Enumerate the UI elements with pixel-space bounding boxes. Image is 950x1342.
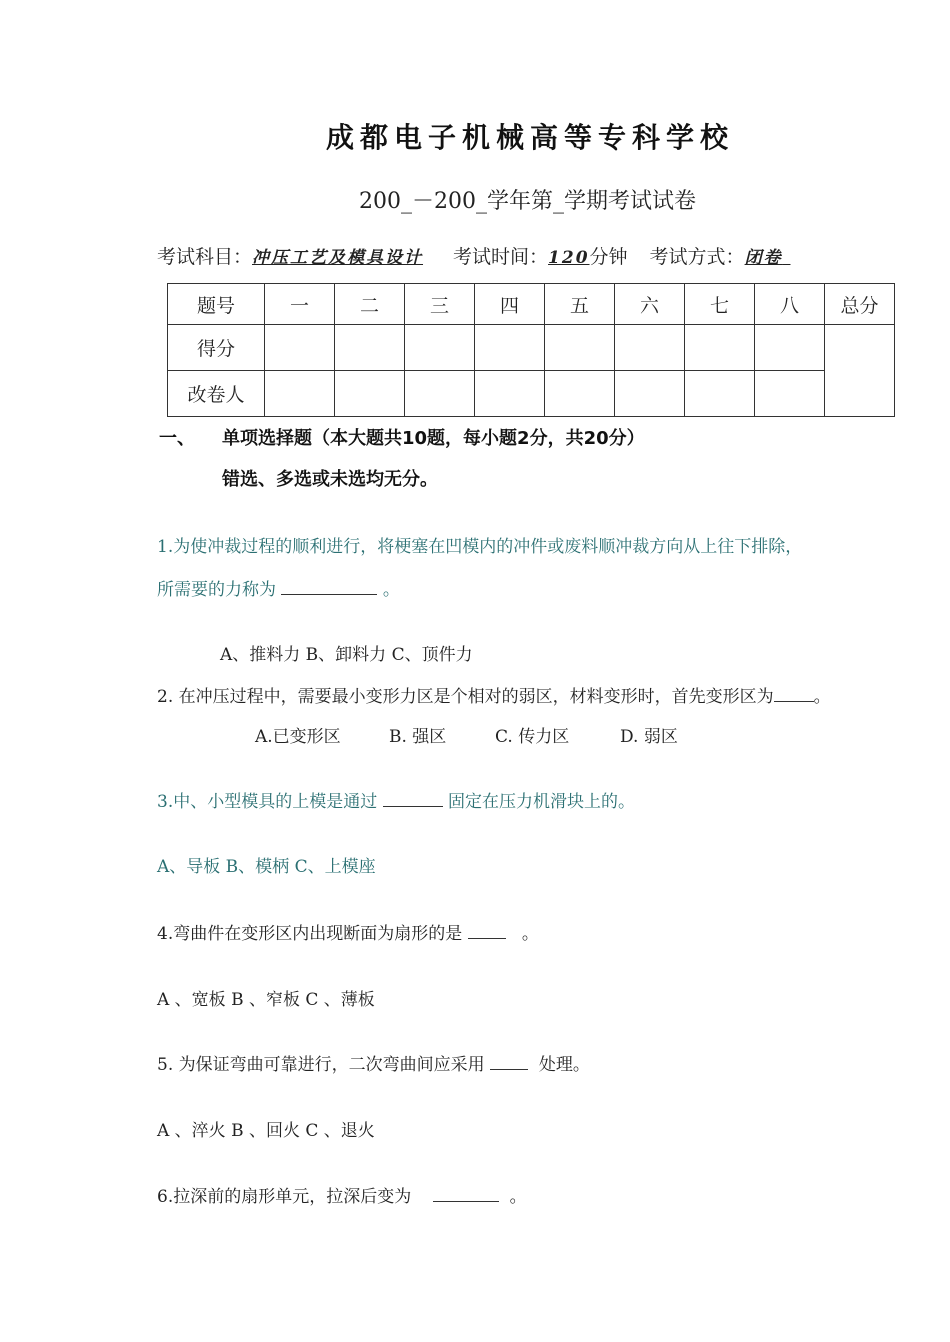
question-5 [157, 1050, 590, 1075]
answer-blank [468, 921, 506, 939]
mode-value: 闭卷 [744, 248, 783, 268]
score-cell [615, 325, 685, 371]
header-cell: 四 [475, 284, 545, 325]
row-label: 得分 [168, 325, 265, 371]
answer-blank [281, 577, 377, 595]
school-title: 成都电子机械高等专科学校 [325, 121, 734, 154]
grader-cell [545, 371, 615, 417]
question-1-line2 [157, 575, 400, 600]
question-2-option-c: C. 传力区 [495, 727, 570, 747]
question-4-text: 4.弯曲件在变形区内出现断面为扇形的是 [157, 924, 463, 944]
header-cell: 七 [685, 284, 755, 325]
time-unit: 分钟 [589, 246, 628, 268]
question-5-options: A 、淬火 B 、回火 C 、退火 [157, 1121, 375, 1141]
question-1-options: A、推料力 B、卸料力 C、顶件力 [220, 645, 473, 665]
grader-cell [685, 371, 755, 417]
score-table [167, 283, 895, 417]
subject-value: 冲压工艺及模具设计 [252, 248, 424, 268]
question-2-option-b: B. 强区 [389, 727, 447, 747]
question-4-options: A 、宽板 B 、窄板 C 、薄板 [157, 990, 375, 1010]
section-number: 一、 [159, 428, 195, 449]
question-3-text: 3.中、小型模具的上模是通过 [157, 792, 378, 812]
question-1-line1: 1.为使冲裁过程的顺利进行，将梗塞在凹模内的冲件或废料顺冲裁方向从上往下排除， [157, 537, 803, 557]
answer-blank [774, 684, 814, 702]
grader-cell [475, 371, 545, 417]
time-value: 120 [548, 248, 590, 268]
grader-cell [405, 371, 475, 417]
question-3-end: 固定在压力机滑块上的。 [448, 792, 636, 812]
question-4 [157, 919, 539, 944]
header-cell: 二 [335, 284, 405, 325]
score-cell [755, 325, 825, 371]
question-5-text: 5. 为保证弯曲可靠进行，二次弯曲间应采用 [157, 1055, 485, 1075]
grader-row [168, 371, 895, 417]
score-table-header-row [168, 284, 895, 325]
score-cell [685, 325, 755, 371]
subject-label: 考试科目： [157, 246, 253, 268]
question-6-text: 6.拉深前的扇形单元，拉深后变为 [157, 1187, 412, 1207]
total-score-cell [825, 325, 895, 417]
header-cell: 一 [265, 284, 335, 325]
question-1-text: 所需要的力称为 [157, 580, 276, 600]
question-3-options: A、导板 B、模柄 C、上模座 [157, 857, 376, 877]
question-2-text: 2. 在冲压过程中，需要最小变形力区是个相对的弱区，材料变形时，首先变形区为 [157, 687, 774, 707]
time-label: 考试时间： [453, 246, 549, 268]
answer-blank [383, 789, 443, 807]
section-note: 错选、多选或未选均无分。 [222, 469, 438, 490]
grader-cell [335, 371, 405, 417]
row-label: 改卷人 [168, 371, 265, 417]
question-4-end: 。 [521, 924, 539, 944]
question-1-end: 。 [382, 580, 400, 600]
answer-blank [433, 1184, 499, 1202]
header-cell: 五 [545, 284, 615, 325]
header-cell: 六 [615, 284, 685, 325]
score-row [168, 325, 895, 371]
section-title: 单项选择题（本大题共10题，每小题2分，共20分） [222, 428, 645, 449]
question-2-option-a: A.已变形区 [255, 727, 341, 747]
question-6 [157, 1182, 527, 1207]
header-cell: 总分 [825, 284, 895, 325]
question-3 [157, 787, 635, 812]
question-5-end: 处理。 [538, 1055, 590, 1075]
answer-blank [490, 1052, 528, 1070]
score-cell [335, 325, 405, 371]
question-2 [157, 682, 831, 707]
grader-cell [755, 371, 825, 417]
score-cell [405, 325, 475, 371]
mode-label: 考试方式： [649, 246, 745, 268]
question-6-end: 。 [509, 1187, 527, 1207]
score-cell [265, 325, 335, 371]
exam-info-line [157, 242, 790, 269]
score-cell [545, 325, 615, 371]
header-cell: 三 [405, 284, 475, 325]
grader-cell [615, 371, 685, 417]
exam-subtitle: 200_－200_学年第_学期考试试卷 [359, 189, 696, 214]
question-2-option-d: D. 弱区 [620, 727, 678, 747]
question-2-end: 。 [813, 687, 831, 707]
grader-cell [265, 371, 335, 417]
score-cell [475, 325, 545, 371]
header-cell: 题号 [168, 284, 265, 325]
header-cell: 八 [755, 284, 825, 325]
